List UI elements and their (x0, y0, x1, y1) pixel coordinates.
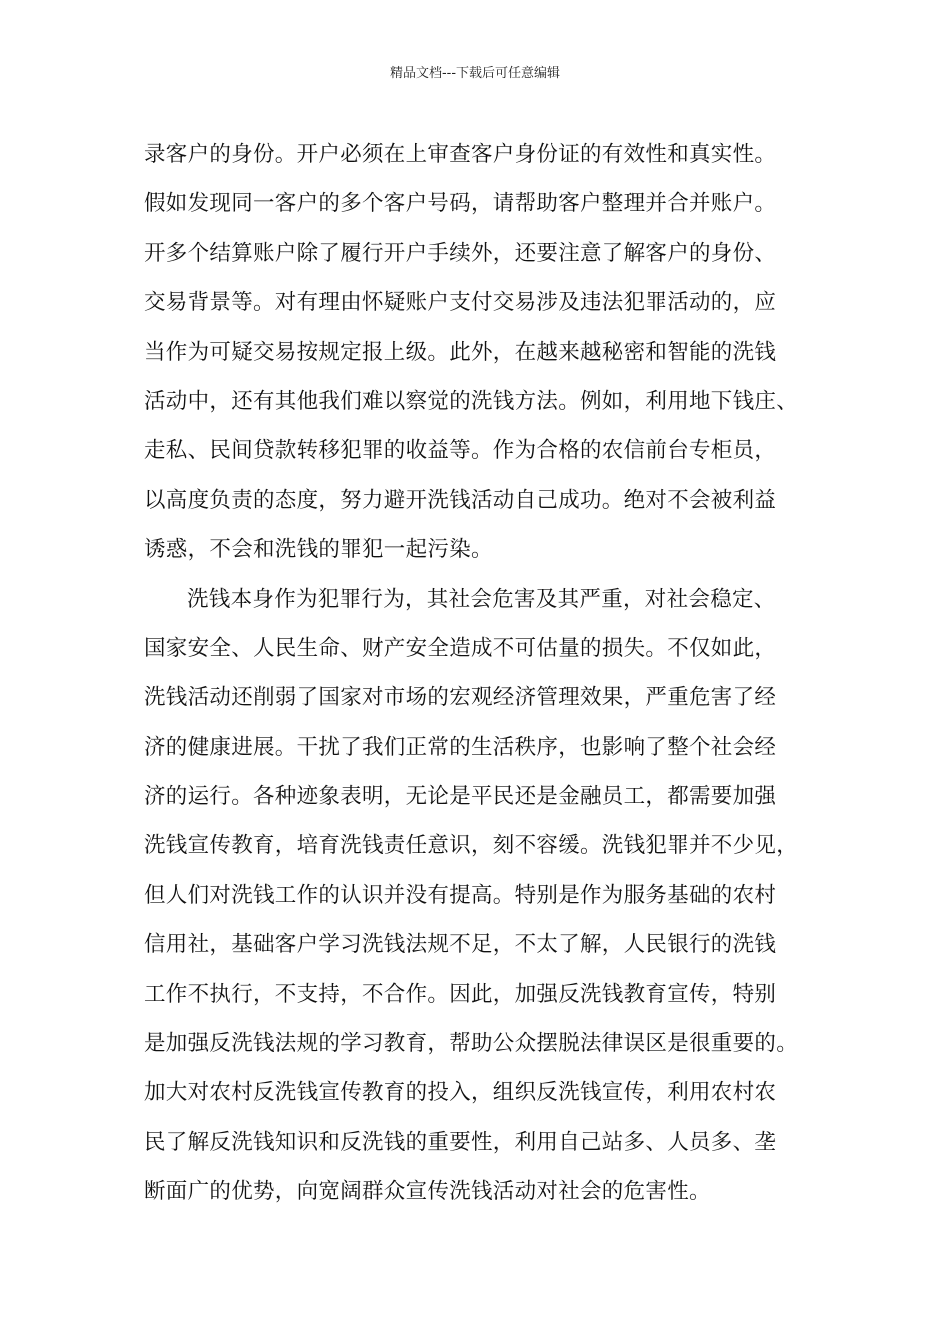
text-line: 但人们对洗钱工作的认识并没有提高。特别是作为服务基础的农村 (144, 882, 777, 908)
text-line: 洗钱活动还削弱了国家对市场的宏观经济管理效果，严重危害了经 (144, 685, 777, 711)
text-line: 民了解反洗钱知识和反洗钱的重要性，利用自己站多、人员多、垄 (144, 1129, 777, 1155)
text-line: 以高度负责的态度，努力避开洗钱活动自己成功。绝对不会被利益 (144, 487, 777, 513)
paragraph-2 (144, 575, 824, 1217)
text-line: 录客户的身份。开户必须在上审查客户身份证的有效性和真实性。 (144, 142, 777, 167)
text-line: 信用社，基础客户学习洗钱法规不足，不太了解，人民银行的洗钱 (144, 932, 777, 958)
text-line: 国家安全、人民生命、财产安全造成不可估量的损失。不仅如此， (144, 635, 777, 661)
text-line: 工作不执行，不支持，不合作。因此，加强反洗钱教育宣传，特别 (144, 981, 777, 1007)
text-line: 当作为可疑交易按规定报上级。此外，在越来越秘密和智能的洗钱 (144, 339, 777, 365)
text-line: 洗钱宣传教育，培育洗钱责任意识，刻不容缓。洗钱犯罪并不少见， (144, 833, 799, 859)
text-line: 假如发现同一客户的多个客户号码，请帮助客户整理并合并账户。 (144, 191, 777, 217)
text-line: 走私、民间贷款转移犯罪的收益等。作为合格的农信前台专柜员， (144, 438, 777, 464)
text-line: 开多个结算账户除了履行开户手续外，还要注意了解客户的身份、 (144, 240, 777, 266)
document-body (144, 130, 824, 1217)
text-line: 断面广的优势，向宽阔群众宣传洗钱活动对社会的危害性。 (144, 1179, 711, 1205)
text-line: 加大对农村反洗钱宣传教育的投入，组织反洗钱宣传，利用农村农 (144, 1080, 777, 1106)
page-header: 精品文档---下载后可任意编辑 (389, 66, 561, 81)
paragraph-1 (144, 130, 824, 575)
text-line: 济的运行。各种迹象表明，无论是平民还是金融员工，都需要加强 (144, 784, 777, 810)
text-line-first: 洗钱本身作为犯罪行为，其社会危害及其严重，对社会稳定、 (187, 586, 776, 612)
text-line: 交易背景等。对有理由怀疑账户支付交易涉及违法犯罪活动的，应 (144, 290, 777, 316)
text-line: 是加强反洗钱法规的学习教育，帮助公众摆脱法律误区是很重要的。 (144, 1031, 799, 1057)
text-line: 诱惑，不会和洗钱的罪犯一起污染。 (144, 537, 493, 563)
text-line: 活动中，还有其他我们难以察觉的洗钱方法。例如，利用地下钱庄、 (144, 388, 799, 414)
text-line: 济的健康进展。干扰了我们正常的生活秩序，也影响了整个社会经 (144, 734, 777, 760)
